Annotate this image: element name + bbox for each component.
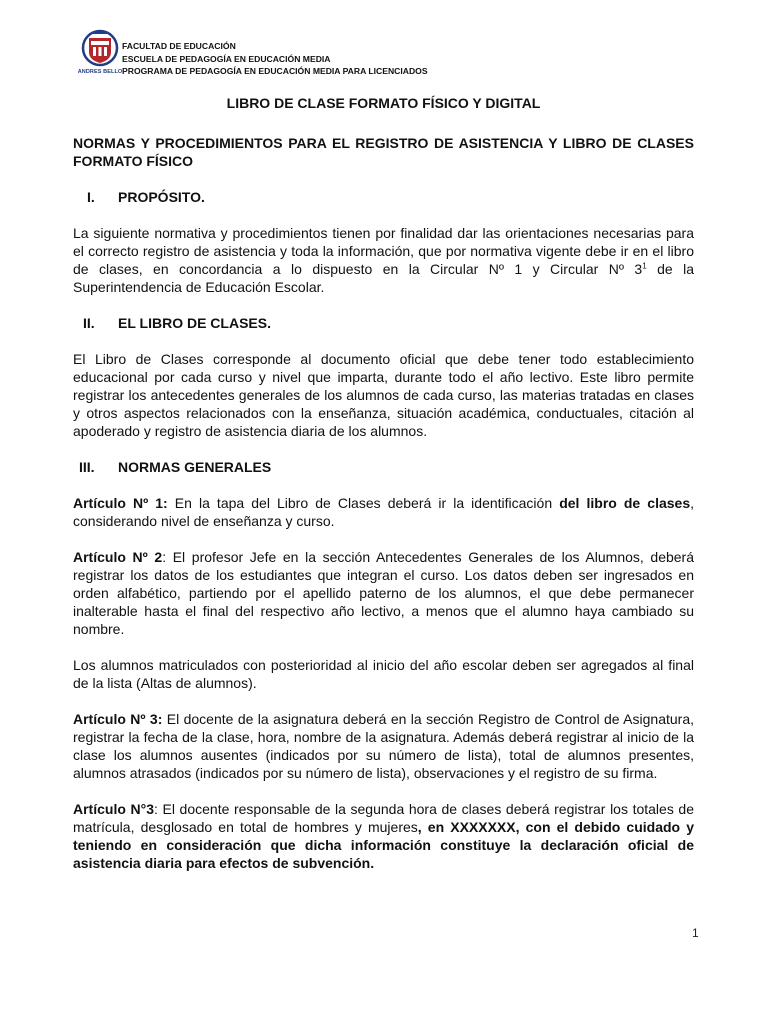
article-text: El docente de la asignatura deberá en la sección Registro de Control de Asignatura, registrar la fecha de la clase, hora, nombre de la asignatura. Además deberá registrar al inicio de la clase los alumnos ausentes (indicados por su número de lista), total de alumnos presentes, alumnos atrasados (indicados por su número de lista), observaciones y el registro de su firma.	[73, 711, 694, 781]
article-3	[73, 710, 694, 782]
main-heading: NORMAS Y PROCEDIMIENTOS PARA EL REGISTRO DE ASISTENCIA Y LIBRO DE CLASES FORMATO FÍSICO	[73, 135, 694, 169]
article-text-end: , considerando nivel de enseñanza y curso.	[73, 495, 695, 529]
article-1	[73, 494, 694, 530]
header-program: PROGRAMA DE PEDAGOGÍA EN EDUCACIÓN MEDIA PARA LICENCIADOS	[122, 66, 428, 77]
article-label: Artículo Nº 2	[73, 549, 163, 565]
footnote-marker[interactable]: 1	[642, 261, 647, 271]
letterhead	[76, 28, 696, 78]
section-title: PROPÓSITO.	[118, 189, 205, 205]
university-logo	[76, 28, 124, 78]
purpose-text: La siguiente normativa y procedimientos tienen por finalidad dar las orientaciones necesarias para el correcto registro de asistencia y toda la información, que por normativa vigente debe ir en el libro de clases, en concordancia a lo dispuesto en la Circular Nº 1 y Circular Nº 3	[73, 225, 694, 277]
page-number: 1	[692, 926, 699, 940]
section-heading-normas	[73, 458, 694, 476]
section-number: II.	[83, 315, 95, 331]
article-label: Artículo N°3	[73, 801, 154, 817]
section-title: NORMAS GENERALES	[118, 459, 272, 475]
purpose-text-end: de la Superintendencia de Educación Escolar.	[73, 261, 694, 295]
article-text: En la tapa del Libro de Clases deberá ir la identificación	[167, 495, 560, 511]
section-heading-purpose	[73, 188, 694, 206]
late-enrollment-paragraph: Los alumnos matriculados con posterioridad al inicio del año escolar deben ser agregados al final de la lista (Altas de alumnos).	[73, 657, 694, 691]
article-text: : El docente responsable de la segunda hora de clases deberá registrar los totales de matrícula, desglosado en total de hombres y mujeres	[73, 801, 694, 835]
article-emphasis: , en XXXXXXX, con el debido cuidado y teniendo en consideración que dicha información constituye la declaración oficial de asistencia diaria para efectos de subvención.	[73, 819, 694, 871]
document-body	[73, 94, 694, 872]
article-3b	[73, 800, 694, 872]
article-2	[73, 548, 694, 638]
libro-paragraph: El Libro de Clases corresponde al documento oficial que debe tener todo establecimiento educacional por cada curso y nivel que imparta, durante todo el año lectivo. Este libro permite registrar los antecedentes generales de los alumnos de cada curso, las materias tratadas en clases y otros aspectos relacionados con la enseñanza, situación académica, conductuales, citación al apoderado y registro de asistencia diaria de los alumnos.	[73, 351, 694, 439]
section-number: III.	[79, 459, 95, 475]
section-heading-libro	[73, 314, 694, 332]
purpose-paragraph	[73, 224, 694, 296]
header-text	[122, 40, 428, 78]
shield-emblem-icon	[76, 28, 124, 70]
article-emphasis: del libro de clases	[559, 495, 691, 511]
article-label: Artículo Nº 1:	[73, 495, 168, 511]
section-title: EL LIBRO DE CLASES.	[118, 315, 271, 331]
article-text: : El profesor Jefe en la sección Antecedentes Generales de los Alumnos, deberá registrar los datos de los estudiantes que integran el curso. Los datos deben ser ingresados en orden alfabético, partiendo por el apellido paterno de los alumnos, el que debe permanecer inalterable hasta el final del respectivo año lectivo, a menos que el alumno haya cambiado su nombre.	[73, 549, 695, 637]
header-faculty: FACULTAD DE EDUCACIÓN	[122, 41, 236, 51]
section-number: I.	[87, 189, 95, 205]
logo-caption: ANDRES BELLO	[77, 69, 123, 75]
header-school: ESCUELA DE PEDAGOGÍA EN EDUCACIÓN MEDIA	[122, 53, 331, 64]
article-label: Artículo Nº 3:	[73, 711, 163, 727]
document-title: LIBRO DE CLASE FORMATO FÍSICO Y DIGITAL	[226, 95, 541, 111]
